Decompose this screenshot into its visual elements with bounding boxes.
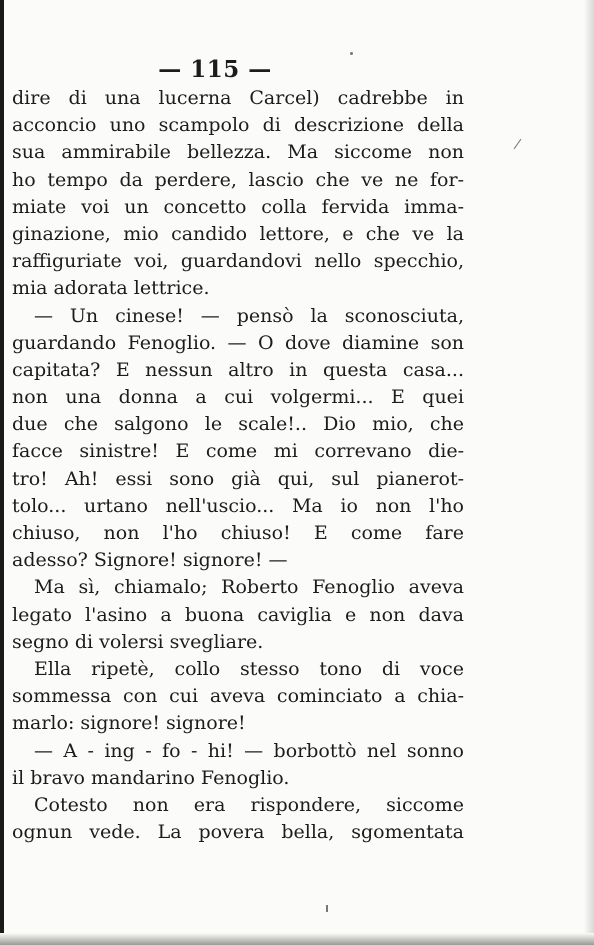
text-line: ognun vede. La povera bella, sgomentata <box>12 821 464 844</box>
text-line: tolo... urtano nell'uscio... Ma io non l'ho <box>12 494 464 517</box>
body-text <box>12 85 464 846</box>
text-line: non una donna a cui volgermi... E quei <box>12 386 464 409</box>
page-bottom-edge <box>0 933 594 945</box>
text-line: mia adorata lettrice. <box>12 277 210 300</box>
text-line: marlo: signore! signore! <box>12 712 246 735</box>
text-line: acconcio uno scampolo di descrizione della <box>12 114 464 137</box>
text-line: Ma sì, chiamalo; Roberto Fenoglio aveva <box>34 576 464 599</box>
page-right-edge <box>584 0 594 945</box>
print-speck <box>350 52 353 55</box>
text-line: ginazione, mio candido lettore, e che ve la <box>12 222 464 245</box>
page-left-edge <box>0 0 4 945</box>
text-line: Ella ripetè, collo stesso tono di voce <box>34 657 464 680</box>
text-line: Cotesto non era rispondere, siccome <box>34 793 464 816</box>
text-line: legato l'asino a buona caviglia e non dava <box>12 603 464 626</box>
text-line: il bravo mandarino Fenoglio. <box>12 766 290 789</box>
text-line: adesso? Signore! signore! — <box>12 549 288 572</box>
text-line: guardando Fenoglio. — O dove diamine son <box>12 331 464 354</box>
text-line: raffiguriate voi, guardandovi nello specchio, <box>12 250 464 273</box>
text-line: sommessa con cui aveva cominciato a chia- <box>12 685 464 708</box>
text-line: sua ammirabile bellezza. Ma siccome non <box>12 141 464 164</box>
text-line: — A - ing - fo - hi! — borbottò nel sonno <box>34 739 464 762</box>
text-line: miate voi un concetto colla fervida imma- <box>12 195 464 218</box>
text-line: due che salgono le scale!.. Dio mio, che <box>12 413 464 436</box>
page-number: — 115 — <box>158 56 272 83</box>
text-line: chiuso, non l'ho chiuso! E come fare <box>12 522 464 544</box>
text-line: ho tempo da perdere, lascio che ve ne for- <box>12 168 464 191</box>
text-line: tro! Ah! essi sono già qui, sul pianerot- <box>12 467 464 490</box>
text-line: segno di volersi svegliare. <box>12 630 264 653</box>
text-line: dire di una lucerna Carcel) cadrebbe in <box>12 87 464 109</box>
text-line: — Un cinese! — pensò la sconosciuta, <box>34 304 464 327</box>
text-line: capitata? E nessun altro in questa casa... <box>12 358 464 381</box>
text-line: facce sinistre! E come mi correvano die- <box>12 440 464 463</box>
print-speck <box>514 139 522 149</box>
print-speck <box>326 905 328 912</box>
